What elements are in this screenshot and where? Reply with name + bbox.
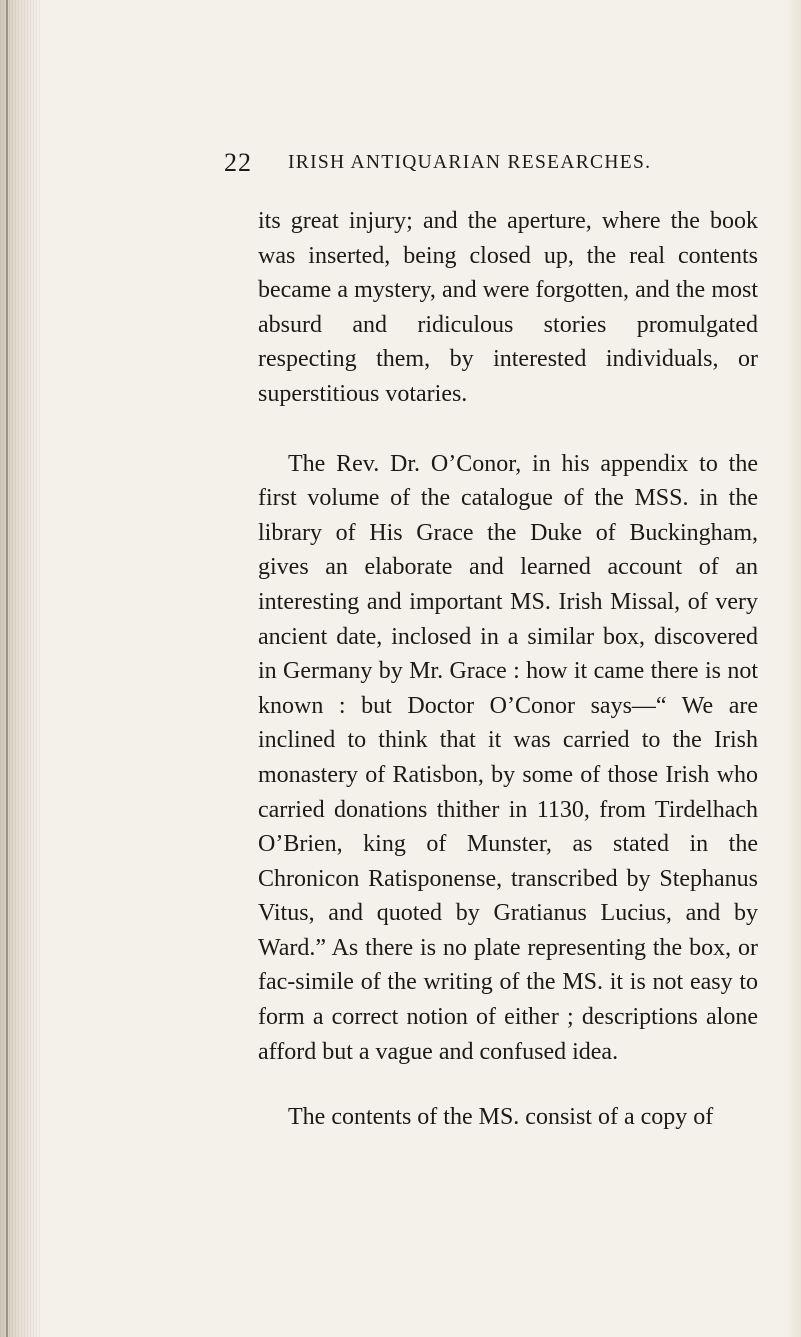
binding-line <box>6 0 8 1337</box>
running-head <box>224 148 744 180</box>
running-title: IRISH ANTIQUARIAN RESEARCHES. <box>288 152 652 173</box>
page-number: 22 <box>224 148 252 177</box>
page-edge <box>787 0 801 1337</box>
paragraph-contents: The contents of the MS. consist of a copy of <box>288 1104 714 1131</box>
paragraph-oconor-missal: The Rev. Dr. O’Conor, in his appendix to the first volume of the catalogue of the MSS. in the library of His Grace the Duke of Buckingham, gives an elaborate and learned account of an interesting and important MS. Irish Missal, of very ancient date, inclosed in a similar box, discovered in Germany by Mr. Grace : how it came there is not known : but Doctor O’Conor says—“ We are inclined to think that it was carried to the Irish monastery of Ratisbon, by some of those Irish who carried donations thither in 1130, from Tirdelhach O’Brien, king of Munster, as stated in the Chronicon Ratisponense, transcribed by Stephanus Vitus, and quoted by Gratianus Lucius, and by Ward.” As there is no plate representing the box, or fac-simile of the writing of the MS. it is not easy to form a correct notion of either ; descriptions alone afford but a vague and confused idea. <box>258 450 758 1065</box>
paragraph-continuation: its great injury; and the aperture, where the book was inserted, being closed up, the real contents became a mystery, and were forgotten, and the most absurd and ridiculous stories promulgated respecting them, by interested individuals, or superstitious votaries. <box>258 208 758 407</box>
body-text <box>258 204 758 1135</box>
